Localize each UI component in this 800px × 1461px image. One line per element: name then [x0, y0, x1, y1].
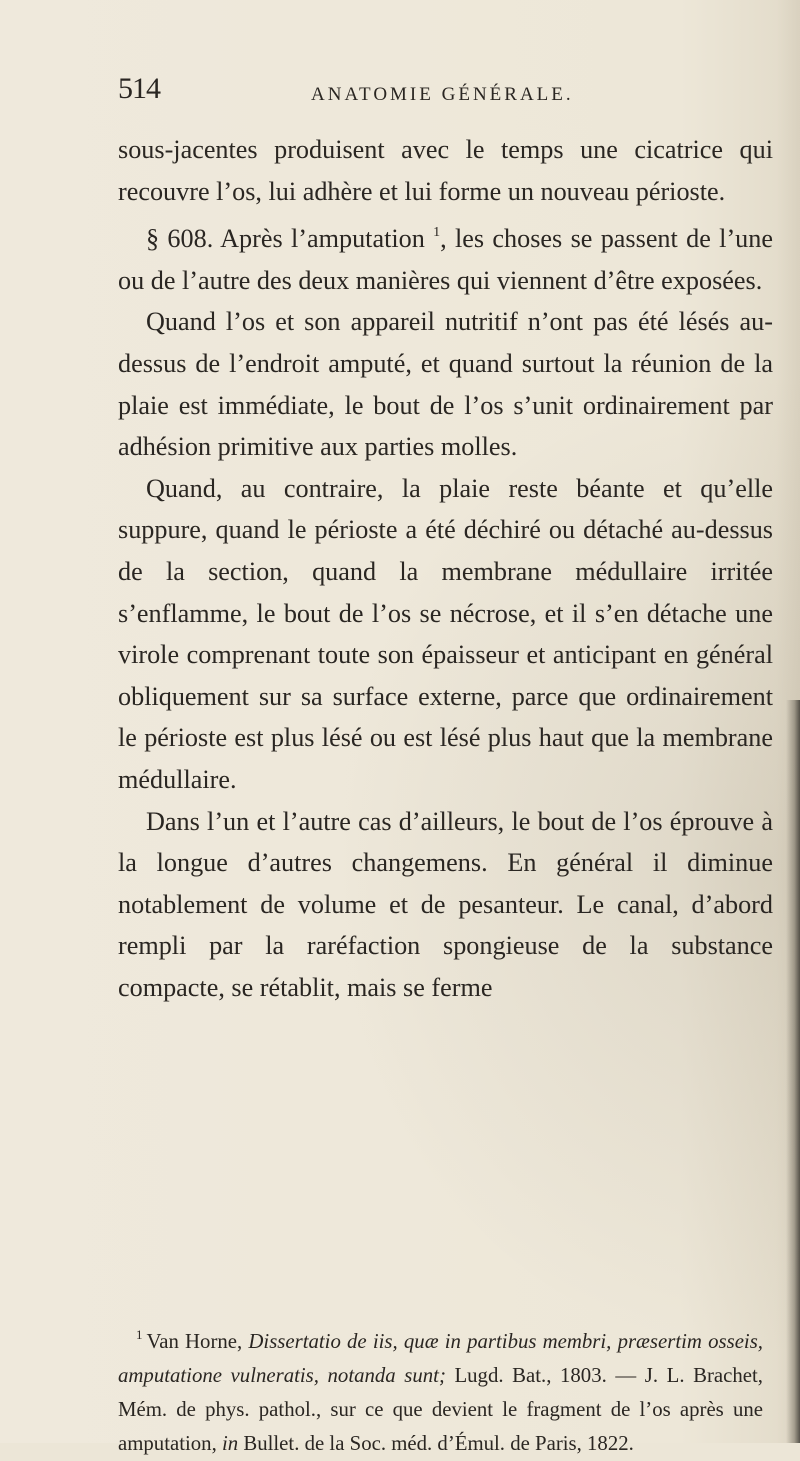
body-text [118, 129, 773, 1008]
page-edge-shadow [786, 700, 800, 1443]
footnote-in: in [221, 1432, 239, 1455]
footnote-title: Dissertatio de iis, quæ in partibus membri, præsertim osseis, amputatione vulneratis, notanda sunt; [118, 1330, 764, 1387]
paragraph-section-608-start: § 608. Après l’amputation [146, 224, 434, 254]
paragraph-changes: Dans l’un et l’autre cas d’ailleurs, le bout de l’os éprouve à la longue d’autres changemens. En général il diminue notablement de volume et de pesanteur. Le canal, d’abord rempli par la raréfaction spongieuse de la substance compacte, se rétablit, mais se ferme [118, 806, 773, 1002]
page-header [118, 72, 738, 112]
footnote-author: Van Horne, [146, 1330, 249, 1353]
paragraph-continuation: sous-jacentes produisent avec le temps une cicatrice qui recouvre l’os, lui adhère et lui forme un nouveau périoste. [118, 135, 773, 206]
footnotes [118, 1318, 763, 1461]
running-head: ANATOMIE GÉNÉRALE. [311, 84, 574, 105]
footnote-citation: Lugd. Bat., 1803. — J. L. Brachet, Mém. de phys. pathol., sur ce que devient le fragment de l’os après une amputation, [118, 1364, 763, 1455]
footnote-mark: 1 [136, 1327, 143, 1342]
footnote-tail: Bullet. de la Soc. méd. d’Émul. de Paris, 1822. [238, 1432, 634, 1455]
paragraph-necrosis: Quand, au contraire, la plaie reste béante et qu’elle suppure, quand le périoste a été déchiré ou détaché au-dessus de la section, quand la membrane médullaire irritée s’enflamme, le bout de l’os se nécrose, et il s’en détache une virole comprenant toute son épaisseur et anticipant en général obliquement sur sa surface externe, parce que ordinairement le périoste est plus lésé ou est lésé plus haut que la membrane médullaire. [118, 473, 773, 794]
paragraph-adhesion: Quand l’os et son appareil nutritif n’ont pas été lésés au-dessus de l’endroit amputé, et quand surtout la réunion de la plaie est immédiate, le bout de l’os s’unit ordinairement par adhésion primitive aux parties molles. [118, 307, 773, 462]
paragraph-section-608 [118, 212, 773, 301]
page-number: 514 [118, 72, 160, 105]
paragraph-section-608-end: , les choses se passent de l’une ou de l’autre des deux manières qui viennent d’être exposées. [118, 224, 773, 295]
footnote-reference: 1 [433, 225, 441, 241]
footnote-1 [118, 1318, 763, 1461]
